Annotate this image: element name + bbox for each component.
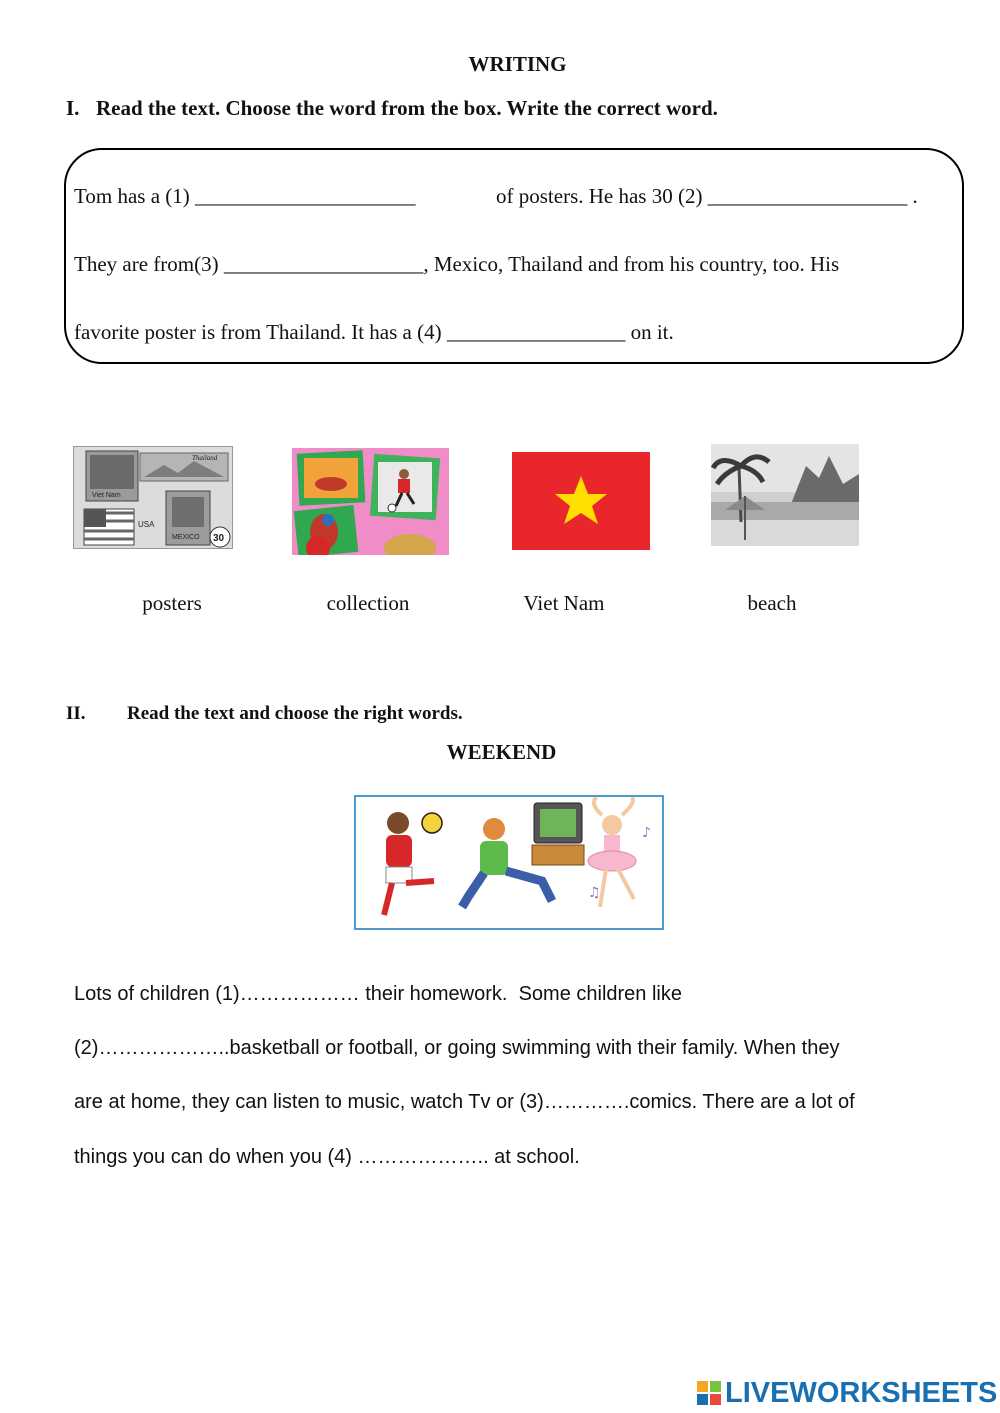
paragraph-line-1: Lots of children (1)……………… their homework. Some children like [74, 983, 682, 1005]
page-title: WRITING [468, 52, 567, 76]
text-line-3: favorite poster is from Thailand. It has a (4) _________________ on it. [74, 320, 674, 344]
beach-picture [711, 444, 859, 546]
liveworksheets-logo[interactable] [697, 1375, 997, 1411]
section1-number: I. [66, 96, 80, 120]
vietnam-flag-picture [512, 452, 650, 550]
word-collection: collection [326, 591, 410, 615]
section2-number: II. [66, 703, 86, 724]
paragraph-line-2: (2)………………..basketball or football, or going swimming with their family. When they [74, 1037, 840, 1059]
word-posters: posters [142, 591, 202, 615]
count-badge: 30 [213, 533, 225, 544]
text-line-2: They are from(3) ___________________, Mexico, Thailand and from his country, too. His [74, 252, 840, 276]
paragraph-line-4: things you can do when you (4) ……………….. at school. [74, 1146, 580, 1168]
word-viet-nam: Viet Nam [523, 591, 605, 615]
paragraph-line-3: are at home, they can listen to music, watch Tv or (3)………….comics. There are a lot of [74, 1091, 855, 1113]
text-line-1b: of posters. He has 30 (2) ___________________ . [496, 184, 918, 208]
usa-label: USA [138, 520, 155, 529]
posters-picture [73, 446, 233, 549]
section1-heading [66, 96, 718, 121]
weekend-title: WEEKEND [446, 740, 557, 764]
logo-text: LIVEWORKSHEETS [725, 1376, 998, 1409]
music-note-icon: ♫ [588, 885, 601, 901]
word-beach: beach [747, 591, 797, 615]
music-note-icon: ♪ [642, 825, 651, 841]
collection-picture [292, 448, 449, 555]
vietnam-label: Viet Nam [92, 492, 121, 499]
section1-instruction: Read the text. Choose the word from the box. Write the correct word. [96, 96, 718, 120]
section2-instruction: Read the text and choose the right words. [127, 703, 463, 724]
section2-heading [66, 703, 463, 725]
mexico-label: MEXICO [172, 534, 200, 541]
logo-mark-icon [697, 1381, 721, 1405]
text-line-1a: Tom has a (1) _____________________ [74, 184, 416, 208]
weekend-picture [354, 795, 664, 930]
thailand-label: Thailand [192, 454, 218, 462]
